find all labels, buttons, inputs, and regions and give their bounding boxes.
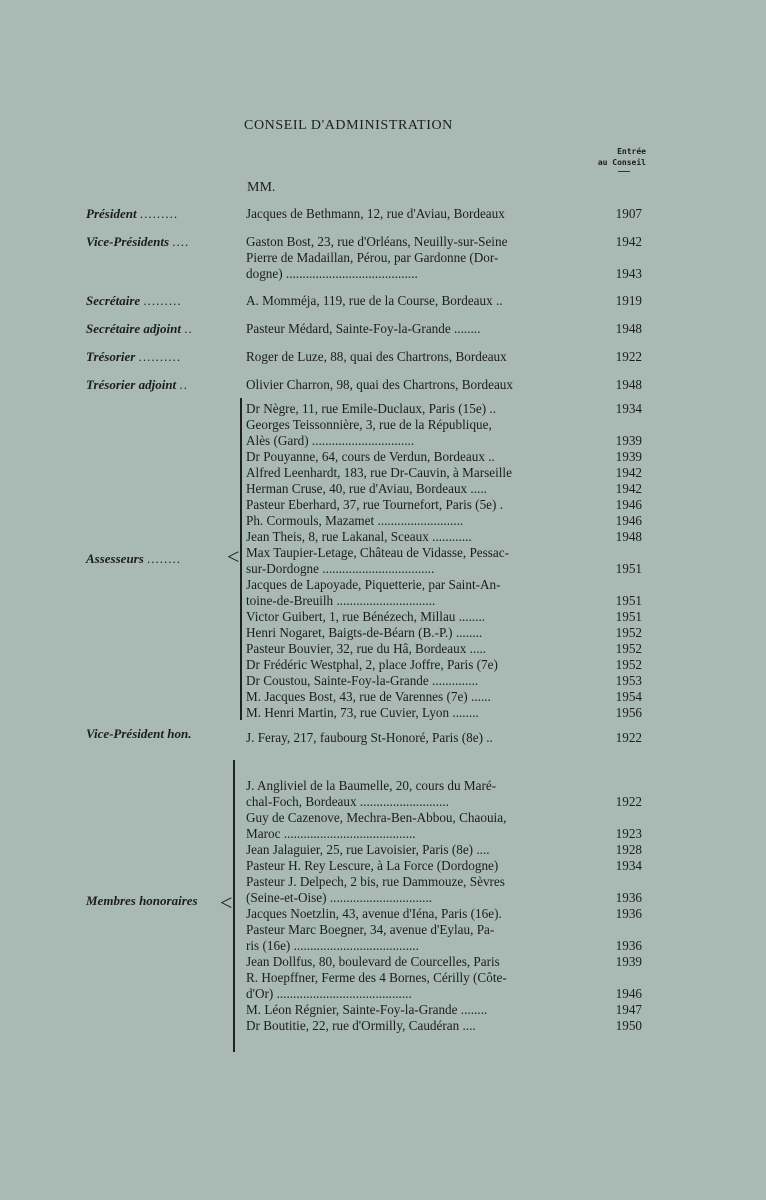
role-secretaire: Secrétaire .........: [86, 293, 182, 308]
entry-line: [246, 593, 642, 609]
entry-line: [246, 890, 642, 906]
role-label: Président: [86, 206, 137, 221]
entry-line: [246, 794, 642, 810]
entry-text: Maroc ........................................: [246, 826, 416, 841]
entry-year: 1948: [615, 377, 642, 392]
entry-text: Jacques de Bethmann, 12, rue d'Aviau, Bordeaux: [246, 206, 505, 221]
au-conseil-label: au Conseil: [597, 158, 646, 167]
entry-year: 1922: [615, 349, 642, 364]
entry-text: Dr Nègre, 11, rue Emile-Duclaux, Paris (15e) ..: [246, 401, 496, 416]
entry-line: [246, 349, 642, 365]
entry-text: Pasteur Eberhard, 37, rue Tournefort, Paris (5e) .: [246, 497, 504, 512]
entry-text: Ph. Cormouls, Mazamet ..........................: [246, 513, 464, 528]
entry-line: [246, 206, 642, 222]
entry-year: 1954: [615, 689, 642, 704]
entry-line: [246, 497, 642, 513]
entry-line: [246, 377, 642, 393]
entry-line: [246, 986, 642, 1002]
entry-year: 1939: [615, 954, 642, 969]
entry-line: [246, 730, 642, 746]
entry-text: ris (16e) ......................................: [246, 938, 419, 953]
entry-line: [246, 417, 642, 433]
entry-text: Jean Jalaguier, 25, rue Lavoisier, Paris (8e) ....: [246, 842, 490, 857]
entry-year: 1939: [615, 449, 642, 464]
entry-text: Dr Pouyanne, 64, cours de Verdun, Bordeaux ..: [246, 449, 495, 464]
role-label: Secrétaire: [86, 293, 141, 308]
role-president: Président .........: [86, 206, 179, 221]
entry-year: 1919: [615, 293, 642, 308]
membres-brace: [233, 760, 235, 1052]
salutation: MM.: [247, 180, 276, 195]
entry-text: Jean Theis, 8, rue Lakanal, Sceaux ............: [246, 529, 472, 544]
entry-year: 1948: [615, 321, 642, 336]
membres-brace-tip: <: [220, 890, 233, 915]
entry-year: 1943: [615, 266, 642, 281]
entry-line: [246, 465, 642, 481]
entry-line: [246, 561, 642, 577]
role-label: Trésorier adjoint: [86, 377, 177, 392]
entry-year: 1922: [615, 794, 642, 809]
entry-text: Pasteur Médard, Sainte-Foy-la-Grande ........: [246, 321, 481, 336]
entry-year: 1942: [615, 234, 642, 249]
entry-line: [246, 513, 642, 529]
entry-text: Jacques de Lapoyade, Piquetterie, par Saint-An-: [246, 577, 501, 592]
entry-line: [246, 826, 642, 842]
entry-text: Pasteur H. Rey Lescure, à La Force (Dordogne): [246, 858, 499, 873]
entry-year: 1950: [615, 1018, 642, 1033]
entry-year: 1928: [615, 842, 642, 857]
entry-year: 1952: [615, 641, 642, 656]
entry-text: Alfred Leenhardt, 183, rue Dr-Cauvin, à Marseille: [246, 465, 512, 480]
role-vice-presidents: Vice-Présidents ....: [86, 234, 190, 249]
entree-column-header: [590, 146, 646, 172]
entry-text: toine-de-Breuilh ..............................: [246, 593, 436, 608]
entry-text: (Seine-et-Oise) ...............................: [246, 890, 433, 905]
entry-line: [246, 401, 642, 417]
entry-text: Guy de Cazenove, Mechra-Ben-Abbou, Chaouia,: [246, 810, 507, 825]
entry-year: 1923: [615, 826, 642, 841]
entry-text: dogne) ........................................: [246, 266, 418, 281]
entry-line: [246, 673, 642, 689]
assesseurs-brace-tip: <: [227, 544, 240, 569]
entry-text: d'Or) .........................................: [246, 986, 412, 1001]
entry-line: [246, 842, 642, 858]
entry-text: Dr Frédéric Westphal, 2, place Joffre, Paris (7e): [246, 657, 498, 672]
entry-line: [246, 970, 642, 986]
entry-line: [246, 433, 642, 449]
entry-text: Gaston Bost, 23, rue d'Orléans, Neuilly-sur-Seine: [246, 234, 508, 249]
entry-text: Alès (Gard) ...............................: [246, 433, 415, 448]
role-vice-president-hon: [86, 726, 191, 742]
entry-line: [246, 938, 642, 954]
entry-year: 1946: [615, 986, 642, 1001]
entry-line: [246, 577, 642, 593]
entry-line: [246, 234, 642, 250]
entry-line: [246, 529, 642, 545]
entry-text: Henri Nogaret, Baigts-de-Béarn (B.-P.) ........: [246, 625, 483, 640]
entry-text: M. Léon Régnier, Sainte-Foy-la-Grande ........: [246, 1002, 488, 1017]
role-label: Vice-Président hon.: [86, 726, 192, 741]
assesseurs-brace: [240, 398, 242, 720]
entry-year: 1936: [615, 890, 642, 905]
entry-line: [246, 481, 642, 497]
entry-year: 1907: [615, 206, 642, 221]
entry-text: Dr Coustou, Sainte-Foy-la-Grande ..............: [246, 673, 479, 688]
entry-text: Jacques Noetzlin, 43, avenue d'Iéna, Paris (16e).: [246, 906, 502, 921]
entry-year: 1953: [615, 673, 642, 688]
role-label: Vice-Présidents: [86, 234, 170, 249]
entry-line: [246, 625, 642, 641]
entry-text: Victor Guibert, 1, rue Bénézech, Millau ........: [246, 609, 486, 624]
role-tresorier-adjoint: Trésorier adjoint ..: [86, 377, 188, 392]
entry-year: 1942: [615, 465, 642, 480]
entry-line: [246, 545, 642, 561]
entry-text: J. Feray, 217, faubourg St-Honoré, Paris (8e) ..: [246, 730, 493, 745]
entry-text: A. Momméja, 119, rue de la Course, Bordeaux ..: [246, 293, 503, 308]
entry-line: [246, 641, 642, 657]
page-title: CONSEIL D'ADMINISTRATION: [244, 118, 453, 133]
entry-year: 1946: [615, 513, 642, 528]
entry-text: Pasteur Bouvier, 32, rue du Hâ, Bordeaux .....: [246, 641, 487, 656]
entry-year: 1956: [615, 705, 642, 720]
entry-text: Pasteur J. Delpech, 2 bis, rue Dammouze, Sèvres: [246, 874, 505, 889]
entry-text: Pierre de Madaillan, Pérou, par Gardonne (Dor-: [246, 250, 499, 265]
entry-line: [246, 321, 642, 337]
entry-line: [246, 705, 642, 721]
entry-line: [246, 778, 642, 794]
entry-year: 1936: [615, 938, 642, 953]
entry-line: [246, 954, 642, 970]
entry-year: 1942: [615, 481, 642, 496]
entry-line: [246, 657, 642, 673]
entry-line: [246, 449, 642, 465]
entry-year: 1948: [615, 529, 642, 544]
entry-line: [246, 1002, 642, 1018]
entry-year: 1936: [615, 906, 642, 921]
entry-text: Olivier Charron, 98, quai des Chartrons, Bordeaux: [246, 377, 513, 392]
entry-text: Max Taupier-Letage, Château de Vidasse, Pessac-: [246, 545, 510, 560]
entry-text: M. Jacques Bost, 43, rue de Varennes (7e) ......: [246, 689, 491, 704]
entry-text: sur-Dordogne ..................................: [246, 561, 435, 576]
entry-text: R. Hoepffner, Ferme des 4 Bornes, Cérilly (Côte-: [246, 970, 507, 985]
entry-text: J. Angliviel de la Baumelle, 20, cours du Maré-: [246, 778, 497, 793]
role-label: Secrétaire adjoint: [86, 321, 181, 336]
entry-year: 1951: [615, 561, 642, 576]
entry-text: Herman Cruse, 40, rue d'Aviau, Bordeaux .....: [246, 481, 487, 496]
entry-text: Jean Dollfus, 80, boulevard de Courcelles, Paris: [246, 954, 500, 969]
entry-year: 1952: [615, 625, 642, 640]
entry-year: 1952: [615, 657, 642, 672]
role-membres-honoraires: [86, 893, 198, 909]
entry-line: [246, 874, 642, 890]
entry-line: [246, 609, 642, 625]
entry-year: 1947: [615, 1002, 642, 1017]
entry-year: 1951: [615, 593, 642, 608]
entry-year: 1934: [615, 401, 642, 416]
entry-line: [246, 293, 642, 309]
entry-line: [246, 810, 642, 826]
role-tresorier: Trésorier ..........: [86, 349, 182, 364]
role-label: Trésorier: [86, 349, 136, 364]
entry-line: [246, 906, 642, 922]
entry-text: Pasteur Marc Boegner, 34, avenue d'Eylau, Pa-: [246, 922, 495, 937]
entry-line: [246, 250, 642, 266]
column-divider: [618, 171, 630, 172]
entry-line: [246, 858, 642, 874]
entry-text: Roger de Luze, 88, quai des Chartrons, Bordeaux: [246, 349, 507, 364]
role-secretaire-adjoint: Secrétaire adjoint ..: [86, 321, 193, 336]
entry-year: 1922: [615, 730, 642, 745]
entry-text: Georges Teissonnière, 3, rue de la République,: [246, 417, 492, 432]
entry-text: chal-Foch, Bordeaux ...........................: [246, 794, 449, 809]
entry-year: 1951: [615, 609, 642, 624]
entry-year: 1934: [615, 858, 642, 873]
entry-line: [246, 1018, 642, 1034]
entry-year: 1939: [615, 433, 642, 448]
role-assesseurs: Assesseurs ........: [86, 551, 182, 566]
role-label: Membres honoraires: [86, 893, 198, 908]
entry-line: [246, 922, 642, 938]
role-label: Assesseurs: [86, 551, 144, 566]
entry-text: M. Henri Martin, 73, rue Cuvier, Lyon ........: [246, 705, 479, 720]
entree-label: Entrée: [617, 147, 646, 156]
entry-line: [246, 266, 642, 282]
entry-line: [246, 689, 642, 705]
entry-year: 1946: [615, 497, 642, 512]
entry-text: Dr Boutitie, 22, rue d'Ormilly, Caudéran ....: [246, 1018, 476, 1033]
